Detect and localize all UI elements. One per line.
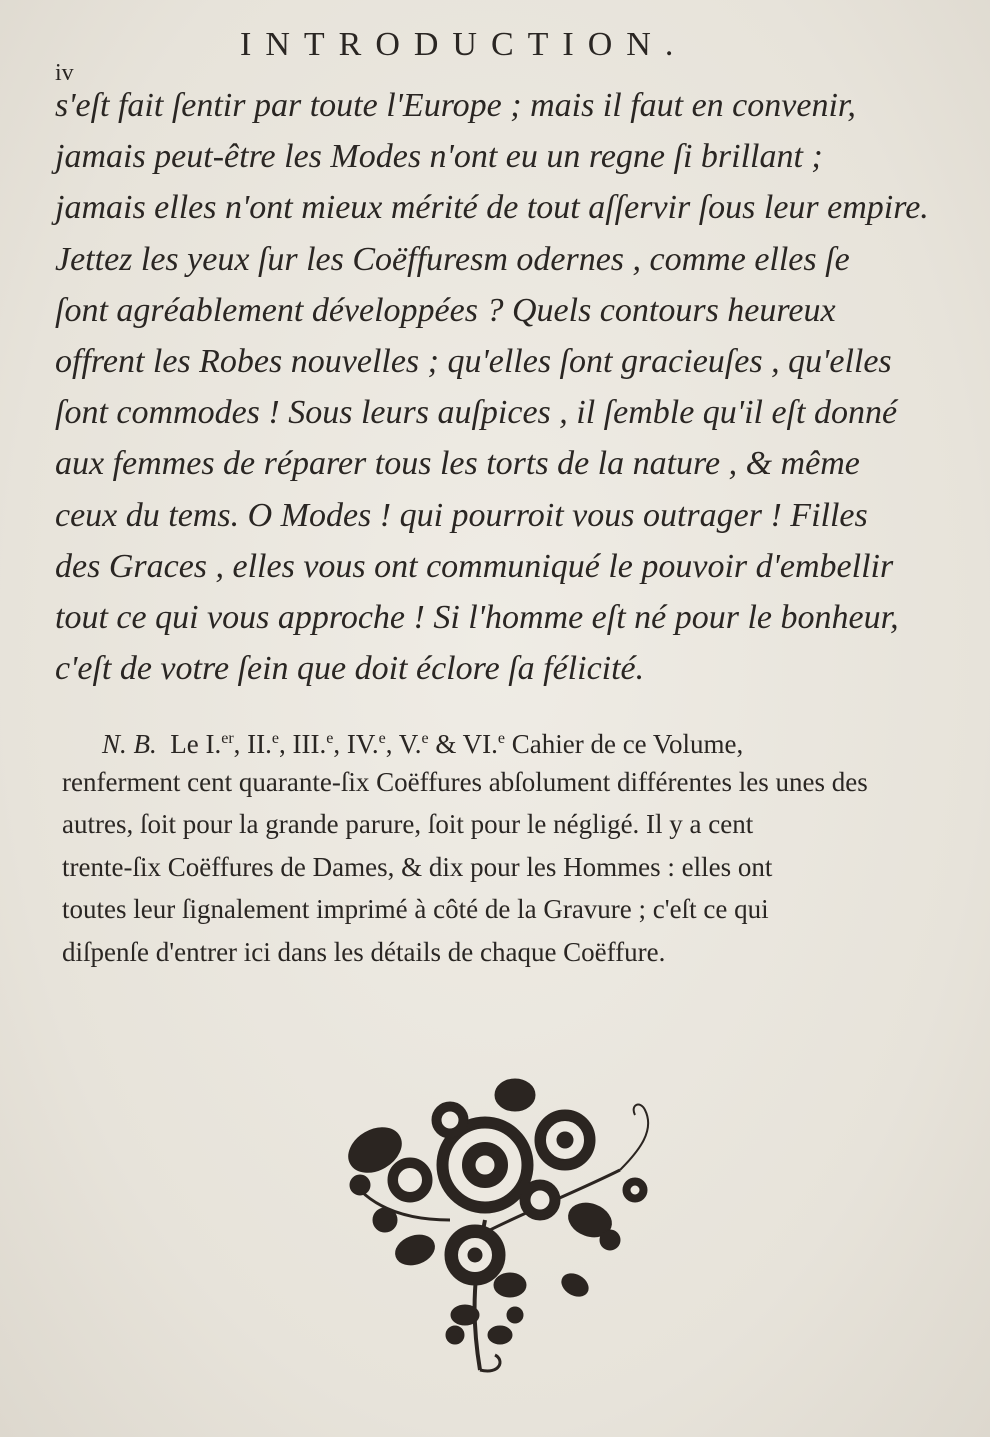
text-line: Jettez les yeux ſur les Coëffuresm odernes , comme elles ſe [55,240,850,278]
text-fragment: , III. [279,729,327,759]
italic-paragraph [55,80,935,694]
text-line: toutes leur ſignalement imprimé à côté de la Gravure ; c'eſt ce qui [62,894,769,925]
text-fragment: , V. [385,729,422,759]
text-line: diſpenſe d'entrer ici dans les détails de chaque Coëffure. [62,936,666,967]
text-line: autres, ſoit pour la grande parure, ſoit pour le négligé. Il y a cent [62,809,754,840]
nota-bene-label: N. B. [102,729,157,759]
text-line: jamais peut-être les Modes n'ont eu un regne ſi brillant ; [55,138,823,176]
superscript: e [421,730,429,747]
superscript: er [221,730,234,747]
text-line: ſont agréablement développées ? Quels contours heureux [55,291,836,329]
text-line: jamais elles n'ont mieux mérité de tout aſſervir ſous leur empire. [55,189,929,227]
text-line: trente-ſix Coëffures de Dames, & dix pour les Hommes : elles ont [62,851,773,882]
superscript: e [326,730,334,747]
text-line: des Graces , elles vous ont communiqué le pouvoir d'embellir [55,547,894,585]
text-line: c'eſt de votre ſein que doit éclore ſa félicité. [55,650,645,688]
text-line: ceux du tems. O Modes ! qui pourroit vous outrager ! Filles [55,496,868,534]
text-line: s'eſt fait ſentir par toute l'Europe ; mais il faut en convenir, [55,87,856,124]
text-line: tout ce qui vous approche ! Si l'homme eſt né pour le bonheur, [55,598,899,636]
nota-bene-first-line [62,718,937,761]
text-line: renferment cent quarante-ſix Coëffures abſolument différentes les unes des [62,766,868,797]
text-line: offrent les Robes nouvelles ; qu'elles ſont gracieuſes , qu'elles [55,342,892,380]
superscript: e [497,730,505,747]
page-number: iv [55,60,74,86]
running-head: INTRODUCTION. [240,26,688,63]
superscript: e [378,730,386,747]
text-fragment: & VI. [428,729,498,759]
floral-bouquet-icon [300,1070,680,1380]
text-fragment: , II. [233,729,272,759]
text-fragment: Cahier de ce Volume, [505,729,744,759]
text-fragment: , IV. [333,729,379,759]
text-line: ſont commodes ! Sous leurs auſpices , il ſemble qu'il eſt donné [55,394,898,432]
text-fragment: Le I. [170,729,222,759]
text-line: aux femmes de réparer tous les torts de la nature , & même [55,445,860,483]
superscript: e [271,730,280,747]
nota-bene-paragraph [62,718,937,974]
